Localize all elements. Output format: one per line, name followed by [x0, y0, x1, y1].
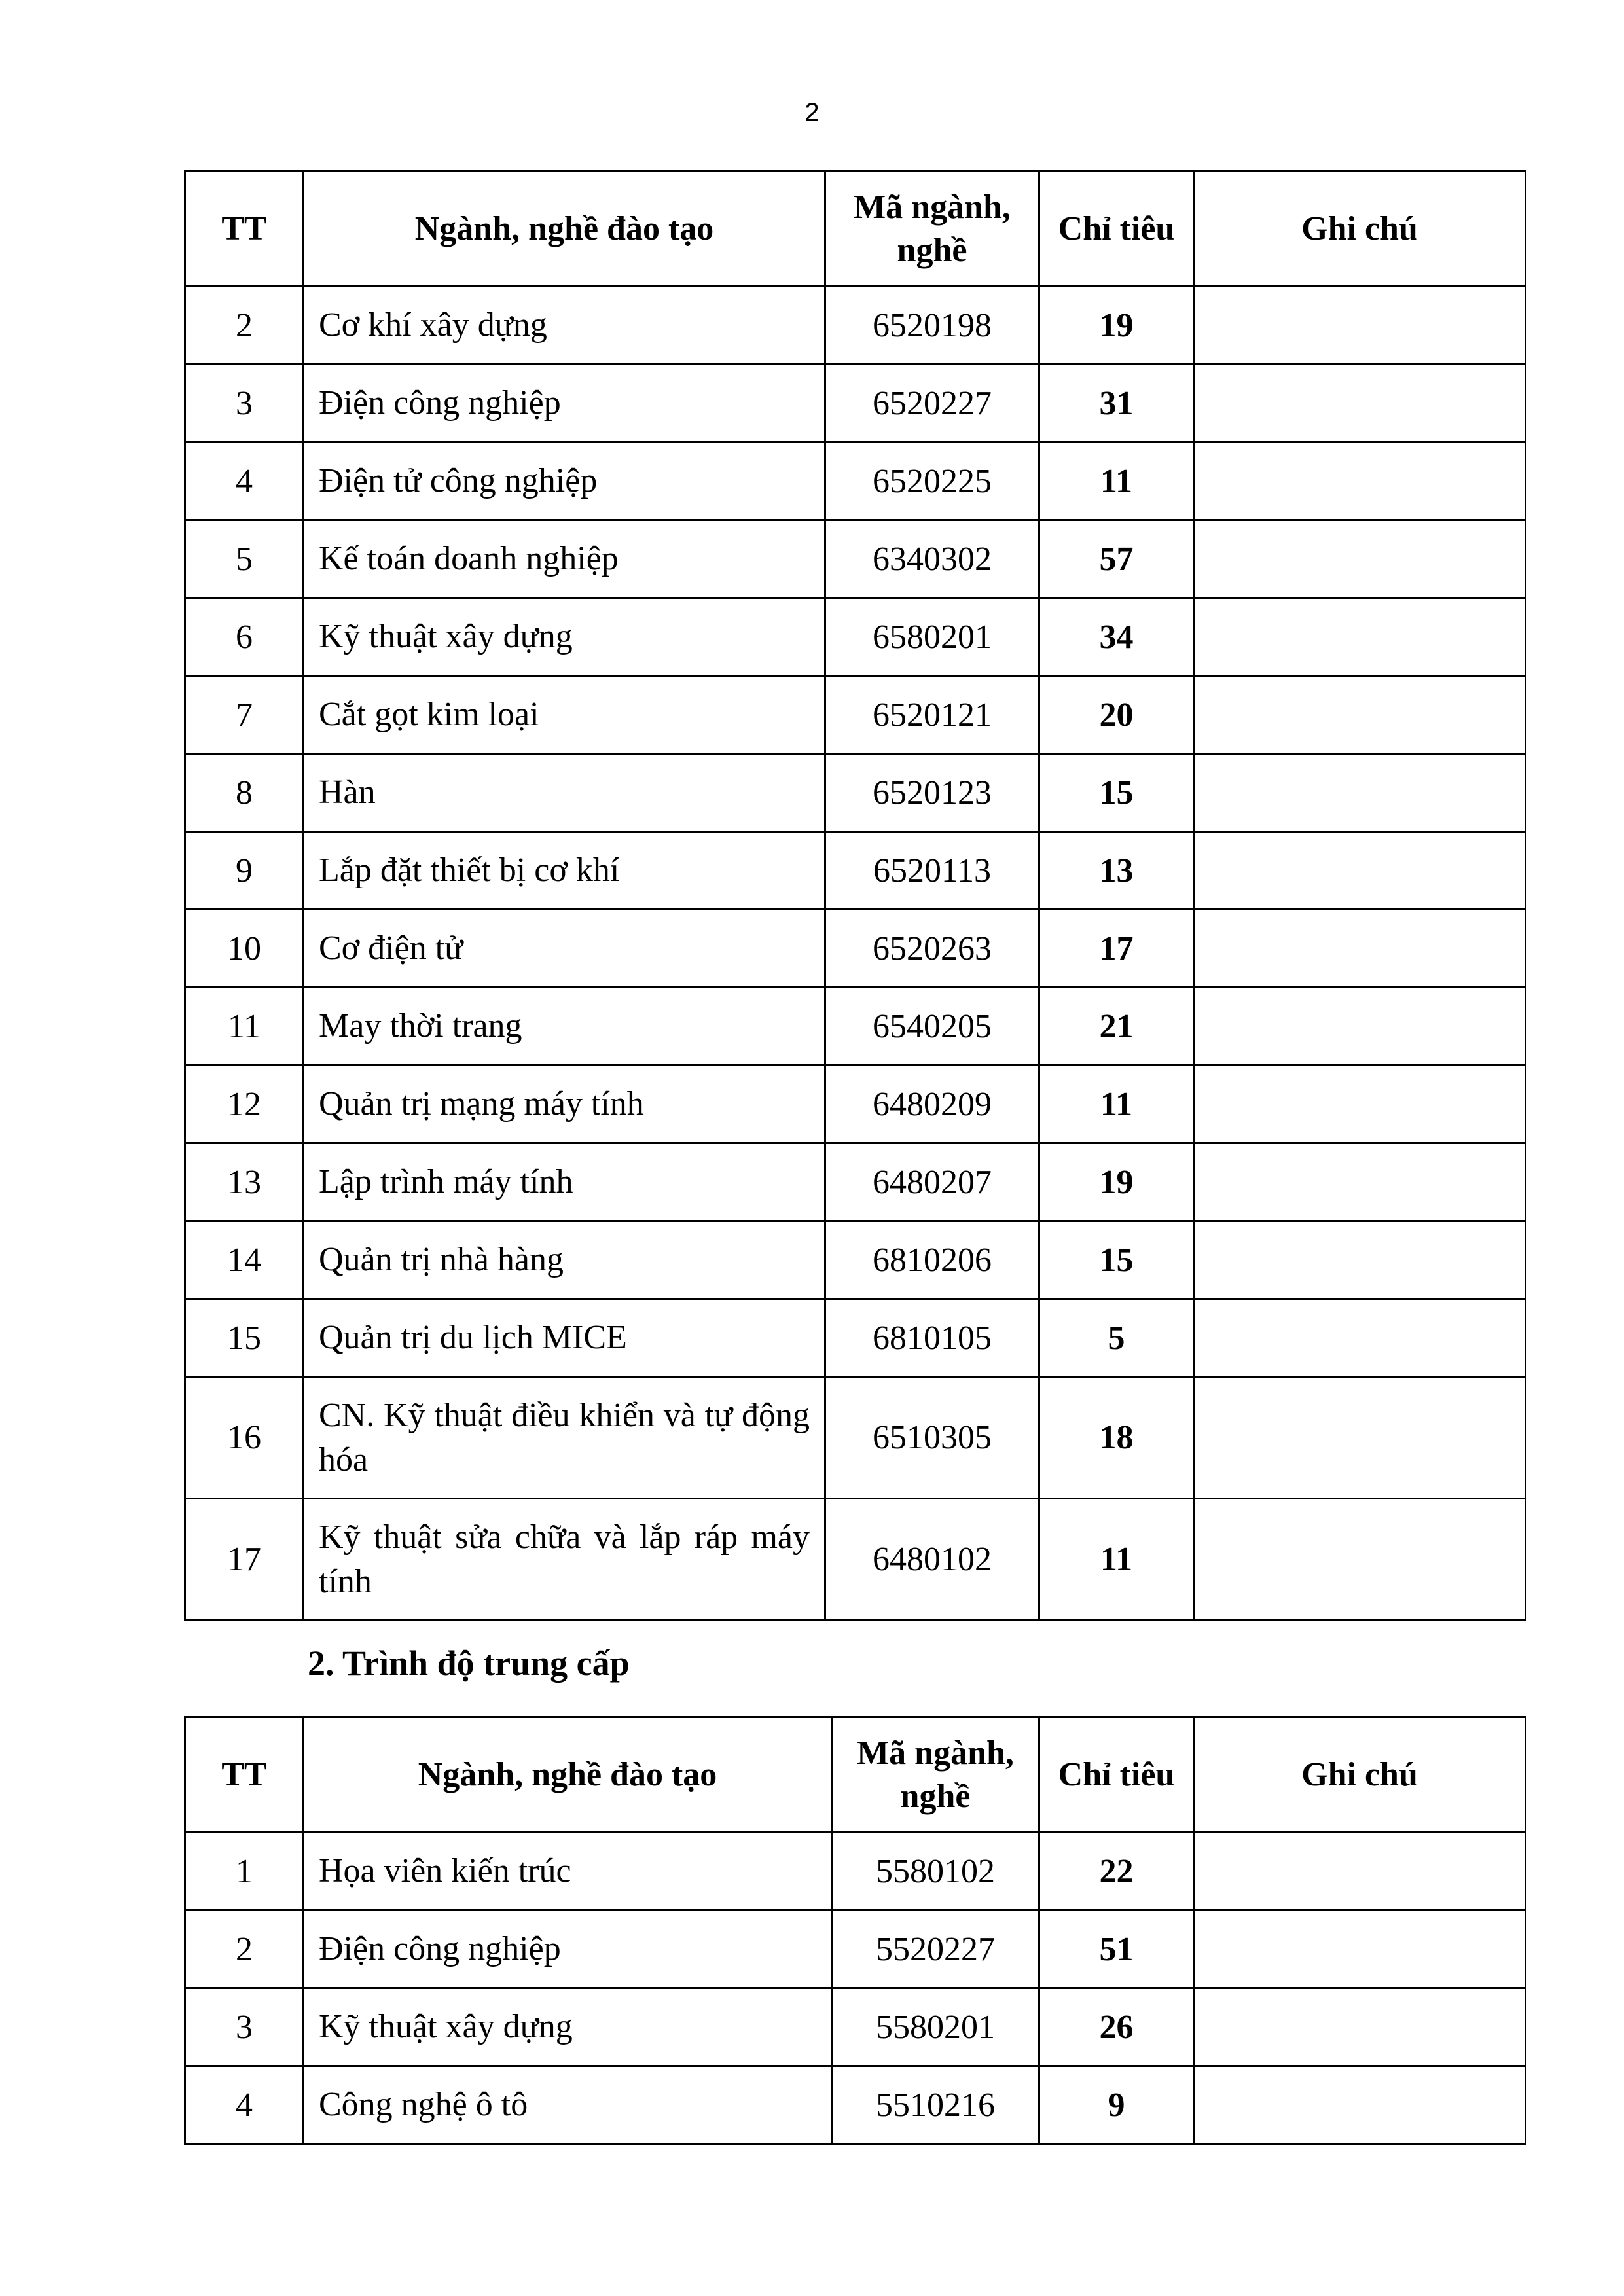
- program-name: Kỹ thuật sửa chữa và lắp ráp máy tính: [304, 1499, 825, 1621]
- row-number: 4: [185, 442, 304, 520]
- table-row: [185, 1299, 1526, 1377]
- program-name: Điện công nghiệp: [304, 1910, 832, 1988]
- note-cell: [1194, 754, 1526, 832]
- note-cell: [1194, 442, 1526, 520]
- page-number: 2: [804, 98, 820, 127]
- note-cell: [1194, 1377, 1526, 1499]
- table-row: [185, 1221, 1526, 1299]
- header-quota: Chỉ tiêu: [1039, 1717, 1194, 1833]
- quota-value: 11: [1039, 1066, 1194, 1143]
- program-code: 6520263: [825, 910, 1039, 988]
- quota-value: 11: [1039, 1499, 1194, 1621]
- table-row: [185, 1066, 1526, 1143]
- row-number: 11: [185, 988, 304, 1066]
- row-number: 9: [185, 832, 304, 910]
- program-code: 6520225: [825, 442, 1039, 520]
- table-row: [185, 676, 1526, 754]
- row-number: 1: [185, 1833, 304, 1910]
- table-row: [185, 2066, 1526, 2144]
- quota-value: 34: [1039, 598, 1194, 676]
- program-code: 6510305: [825, 1377, 1039, 1499]
- program-name: Cắt gọt kim loại: [304, 676, 825, 754]
- row-number: 3: [185, 365, 304, 442]
- program-code: 6480207: [825, 1143, 1039, 1221]
- program-code: 5510216: [832, 2066, 1039, 2144]
- quota-value: 26: [1039, 1988, 1194, 2066]
- table-row: [185, 832, 1526, 910]
- header-name: Ngành, nghề đào tạo: [304, 171, 825, 287]
- program-code: 5580102: [832, 1833, 1039, 1910]
- program-code: 6810206: [825, 1221, 1039, 1299]
- table-row: [185, 442, 1526, 520]
- table-row: [185, 988, 1526, 1066]
- table-row: [185, 520, 1526, 598]
- row-number: 16: [185, 1377, 304, 1499]
- program-code: 5520227: [832, 1910, 1039, 1988]
- quota-value: 17: [1039, 910, 1194, 988]
- table-row: [185, 754, 1526, 832]
- quota-value: 13: [1039, 832, 1194, 910]
- quota-value: 9: [1039, 2066, 1194, 2144]
- program-code: 6520198: [825, 287, 1039, 365]
- note-cell: [1194, 1988, 1526, 2066]
- table-header-row: [185, 1717, 1526, 1833]
- program-name: Họa viên kiến trúc: [304, 1833, 832, 1910]
- program-code: 6480102: [825, 1499, 1039, 1621]
- quota-value: 51: [1039, 1910, 1194, 1988]
- row-number: 15: [185, 1299, 304, 1377]
- row-number: 5: [185, 520, 304, 598]
- note-cell: [1194, 1221, 1526, 1299]
- table-row: [185, 1377, 1526, 1499]
- header-code: Mã ngành, nghề: [832, 1717, 1039, 1833]
- row-number: 6: [185, 598, 304, 676]
- intermediate-level-table: [184, 1716, 1526, 2145]
- header-note: Ghi chú: [1194, 171, 1526, 287]
- college-level-table: [184, 170, 1526, 1621]
- note-cell: [1194, 365, 1526, 442]
- section-heading-intermediate: 2. Trình độ trung cấp: [308, 1643, 630, 1683]
- program-name: Quản trị nhà hàng: [304, 1221, 825, 1299]
- note-cell: [1194, 676, 1526, 754]
- table-row: [185, 1143, 1526, 1221]
- program-name: Điện tử công nghiệp: [304, 442, 825, 520]
- note-cell: [1194, 1299, 1526, 1377]
- note-cell: [1194, 910, 1526, 988]
- program-code: 6520123: [825, 754, 1039, 832]
- note-cell: [1194, 988, 1526, 1066]
- note-cell: [1194, 1499, 1526, 1621]
- program-name: Quản trị mạng máy tính: [304, 1066, 825, 1143]
- quota-value: 18: [1039, 1377, 1194, 1499]
- note-cell: [1194, 1910, 1526, 1988]
- note-cell: [1194, 2066, 1526, 2144]
- quota-value: 57: [1039, 520, 1194, 598]
- row-number: 2: [185, 1910, 304, 1988]
- row-number: 2: [185, 287, 304, 365]
- note-cell: [1194, 520, 1526, 598]
- note-cell: [1194, 1833, 1526, 1910]
- program-code: 6340302: [825, 520, 1039, 598]
- note-cell: [1194, 1143, 1526, 1221]
- program-code: 6580201: [825, 598, 1039, 676]
- header-name: Ngành, nghề đào tạo: [304, 1717, 832, 1833]
- row-number: 17: [185, 1499, 304, 1621]
- program-name: Quản trị du lịch MICE: [304, 1299, 825, 1377]
- program-name: CN. Kỹ thuật điều khiển và tự động hóa: [304, 1377, 825, 1499]
- row-number: 10: [185, 910, 304, 988]
- table-row: [185, 598, 1526, 676]
- table-row: [185, 1833, 1526, 1910]
- note-cell: [1194, 832, 1526, 910]
- program-name: Kế toán doanh nghiệp: [304, 520, 825, 598]
- table-row: [185, 1499, 1526, 1621]
- program-code: 6520113: [825, 832, 1039, 910]
- program-name: Kỹ thuật xây dựng: [304, 598, 825, 676]
- program-name: May thời trang: [304, 988, 825, 1066]
- quota-value: 22: [1039, 1833, 1194, 1910]
- header-code: Mã ngành, nghề: [825, 171, 1039, 287]
- quota-value: 5: [1039, 1299, 1194, 1377]
- program-code: 6540205: [825, 988, 1039, 1066]
- program-name: Lắp đặt thiết bị cơ khí: [304, 832, 825, 910]
- program-name: Lập trình máy tính: [304, 1143, 825, 1221]
- table-row: [185, 910, 1526, 988]
- table-row: [185, 287, 1526, 365]
- table-header-row: [185, 171, 1526, 287]
- quota-value: 19: [1039, 287, 1194, 365]
- row-number: 14: [185, 1221, 304, 1299]
- quota-value: 31: [1039, 365, 1194, 442]
- program-name: Cơ khí xây dựng: [304, 287, 825, 365]
- note-cell: [1194, 1066, 1526, 1143]
- note-cell: [1194, 598, 1526, 676]
- table-row: [185, 1988, 1526, 2066]
- quota-value: 20: [1039, 676, 1194, 754]
- program-code: 6520227: [825, 365, 1039, 442]
- row-number: 7: [185, 676, 304, 754]
- program-code: 6480209: [825, 1066, 1039, 1143]
- note-cell: [1194, 287, 1526, 365]
- row-number: 4: [185, 2066, 304, 2144]
- program-name: Cơ điện tử: [304, 910, 825, 988]
- program-name: Kỹ thuật xây dựng: [304, 1988, 832, 2066]
- row-number: 3: [185, 1988, 304, 2066]
- quota-value: 11: [1039, 442, 1194, 520]
- header-tt: TT: [185, 171, 304, 287]
- row-number: 13: [185, 1143, 304, 1221]
- row-number: 12: [185, 1066, 304, 1143]
- table-row: [185, 365, 1526, 442]
- program-name: Điện công nghiệp: [304, 365, 825, 442]
- table-row: [185, 1910, 1526, 1988]
- program-code: 6520121: [825, 676, 1039, 754]
- program-code: 5580201: [832, 1988, 1039, 2066]
- program-code: 6810105: [825, 1299, 1039, 1377]
- program-name: Hàn: [304, 754, 825, 832]
- quota-value: 19: [1039, 1143, 1194, 1221]
- quota-value: 21: [1039, 988, 1194, 1066]
- quota-value: 15: [1039, 754, 1194, 832]
- header-quota: Chỉ tiêu: [1039, 171, 1194, 287]
- row-number: 8: [185, 754, 304, 832]
- header-note: Ghi chú: [1194, 1717, 1526, 1833]
- program-name: Công nghệ ô tô: [304, 2066, 832, 2144]
- quota-value: 15: [1039, 1221, 1194, 1299]
- header-tt: TT: [185, 1717, 304, 1833]
